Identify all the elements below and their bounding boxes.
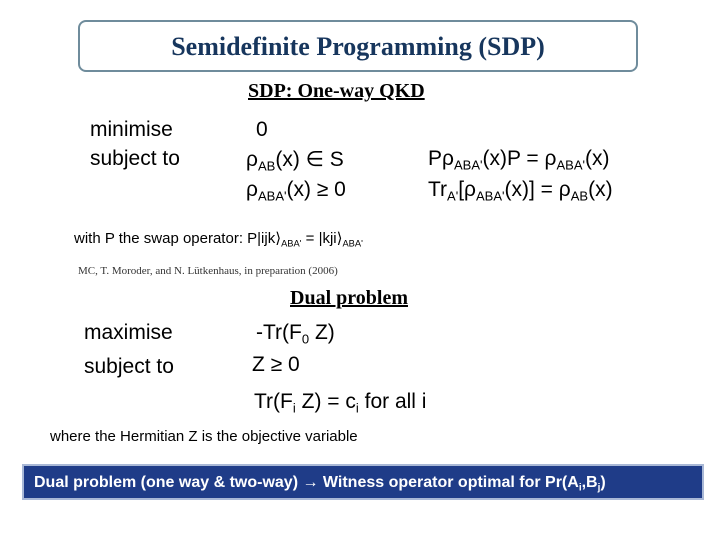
citation: MC, T. Moroder, and N. Lütkenhaus, in preparation (2006): [78, 265, 338, 277]
primal-constraint-4: [428, 178, 613, 204]
arrow-icon: →: [302, 474, 319, 491]
subscript: i: [292, 400, 296, 416]
subscript: AB: [257, 158, 276, 174]
swap-operator-note: [74, 229, 363, 248]
constraint-text: (x) ∈ S: [275, 148, 344, 171]
text-part: Tr(F: [254, 390, 293, 413]
subscript: ABA': [556, 157, 586, 173]
text-part: Dual problem (one way & two-way): [34, 474, 303, 491]
dual-objective-label: maximise: [84, 321, 173, 344]
subscript: ABA': [281, 238, 302, 249]
text-part: ,B: [581, 474, 598, 491]
dual-constraint-label: subject to: [84, 355, 174, 378]
text-part: for all i: [358, 390, 427, 413]
constraint-text: (x) ≥ 0: [286, 178, 346, 201]
text-part: Witness operator optimal for Pr(A: [318, 474, 579, 491]
text-part: (x): [585, 147, 610, 170]
subscript: ABA': [257, 188, 287, 204]
text-part: Pρ: [428, 147, 454, 170]
dual-constraint-2: [254, 390, 426, 416]
subscript: ABA': [342, 238, 363, 249]
slide-title: Semidefinite Programming (SDP): [171, 32, 545, 61]
text-part: with P the swap operator: P|ijk⟩: [74, 230, 282, 247]
text-part: (x): [588, 178, 613, 201]
subscript: AB: [570, 188, 589, 204]
dual-heading: Dual problem: [290, 287, 408, 309]
primal-constraint-3: [428, 147, 610, 173]
text-part: ): [600, 474, 606, 491]
subscript: ABA': [453, 157, 483, 173]
text-part: -Tr(F: [256, 321, 302, 344]
subscript: ABA': [476, 188, 505, 204]
rho-symbol: ρ: [246, 178, 258, 201]
hermitian-note: where the Hermitian Z is the objective variable: [50, 428, 358, 445]
dual-objective: [256, 321, 335, 347]
title-box: [78, 20, 638, 72]
subscript: i: [355, 400, 359, 416]
primal-constraint-1: [246, 147, 344, 174]
subscript: 0: [301, 331, 310, 347]
text-part: Z) = c: [295, 390, 356, 413]
dual-constraint-1: Z ≥ 0: [252, 353, 300, 376]
primal-objective-label: minimise: [90, 118, 173, 141]
footer-text: [34, 474, 606, 493]
rho-symbol: ρ: [246, 148, 258, 171]
text-part: (x)P = ρ: [482, 147, 557, 170]
text-part: (x)] = ρ: [504, 178, 571, 201]
subscript: A': [447, 188, 459, 204]
text-part: [ρ: [458, 178, 476, 201]
subscript: j: [597, 482, 601, 494]
subscript: i: [578, 482, 582, 494]
primal-constraint-2: [246, 178, 346, 204]
primal-objective-value: 0: [256, 118, 268, 141]
primal-constraint-label: subject to: [90, 147, 180, 170]
text-part: Tr: [428, 178, 448, 201]
text-part: Z): [309, 321, 335, 344]
text-part: = |kji⟩: [301, 230, 343, 247]
sdp-heading: SDP: One-way QKD: [248, 80, 425, 102]
footer-bar: [22, 464, 704, 500]
